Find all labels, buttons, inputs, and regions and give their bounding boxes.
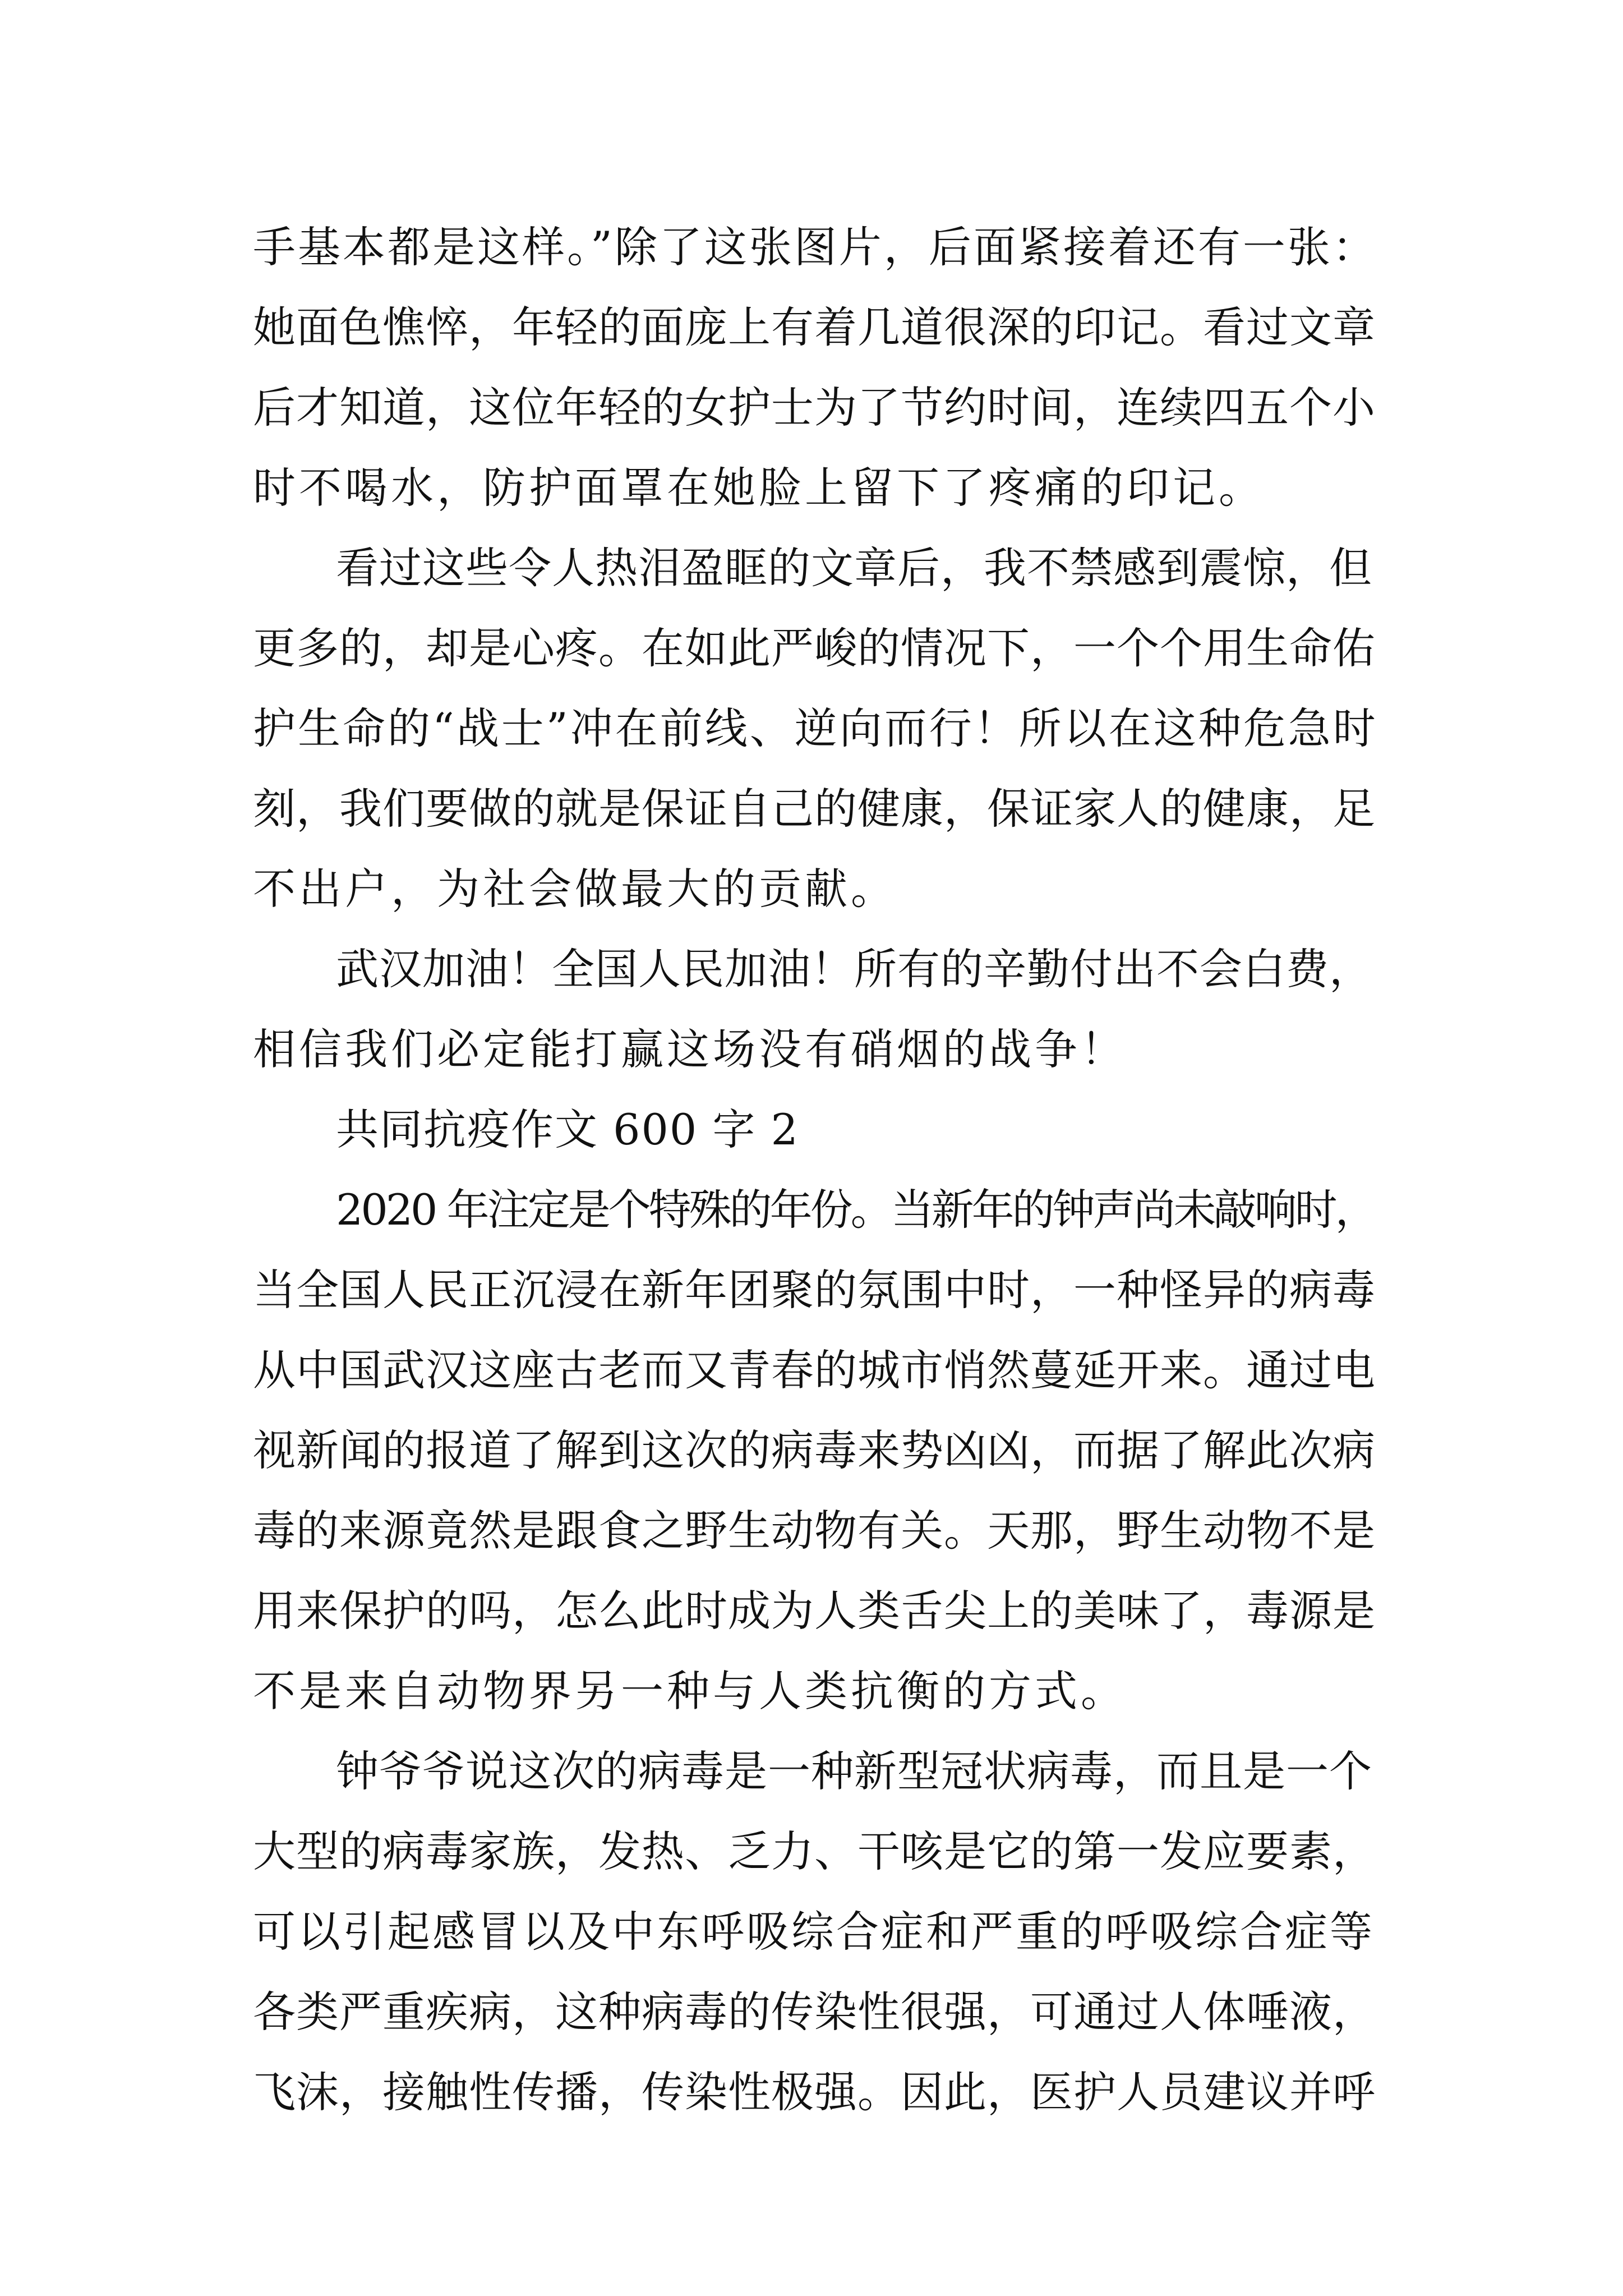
text-line: 时不喝水，防护面罩在她脸上留下了疼痛的印记。 [253,463,1265,513]
text-line: 用来保护的吗，怎么此时成为人类舌尖上的美味了，毒源是 [253,1586,1376,1636]
text-line: 从中国武汉这座古老而又青春的城市悄然蔓延开来。通过电 [253,1345,1376,1395]
text-line: 飞沫，接触性传播，传染性极强。因此，医护人员建议并呼 [253,2067,1376,2117]
text-line: 不出户，为社会做最大的贡献。 [253,864,897,914]
paragraph-first-line: 武汉加油！全国人民加油！所有的辛勤付出不会白费， [336,944,1372,994]
text-line: 相信我们必定能打赢这场没有硝烟的战争！ [253,1024,1127,1074]
text-line: 后才知道，这位年轻的女护士为了节约时间，连续四五个小 [253,383,1376,432]
text-line: 更多的，却是心疼。在如此严峻的情况下，一个个用生命佑 [253,623,1376,673]
text-line: 刻，我们要做的就是保证自己的健康，保证家人的健康，足 [253,784,1376,834]
paragraph-first-line: 看过这些令人热泪盈眶的文章后，我不禁感到震惊，但 [336,543,1372,593]
text-line: 可以引起感冒以及中东呼吸综合症和严重的呼吸综合症等 [253,1907,1375,1957]
text-line: 手基本都是这样。”除了这张图片，后面紧接着还有一张： [253,222,1377,272]
text-line: 毒的来源竟然是跟食之野生动物有关。天那，野生动物不是 [253,1506,1376,1556]
text-line: 大型的病毒家族，发热、乏力、干咳是它的第一发应要素， [253,1826,1376,1876]
text-line: 视新闻的报道了解到这次的病毒来势凶凶，而据了解此次病 [253,1425,1376,1475]
paragraph-first-line: 2020 年注定是个特殊的年份。当新年的钟声尚未敲响时， [336,1185,1376,1235]
text-line: 不是来自动物界另一种与人类抗衡的方式。 [253,1666,1127,1716]
text-line: 她面色憔悴，年轻的面庞上有着几道很深的印记。看过文章 [253,302,1376,352]
text-line: 当全国人民正沉浸在新年团聚的氛围中时，一种怪异的病毒 [253,1265,1376,1315]
paragraph-first-line: 钟爷爷说这次的病毒是一种新型冠状病毒，而且是一个 [336,1746,1372,1796]
text-line: 各类严重疾病，这种病毒的传染性很强，可通过人体唾液， [253,1987,1376,2037]
text-line: 护生命的“战士”冲在前线、逆向而行！所以在这种危急时 [253,703,1378,753]
section-heading: 共同抗疫作文 600 字 2 [336,1105,799,1154]
